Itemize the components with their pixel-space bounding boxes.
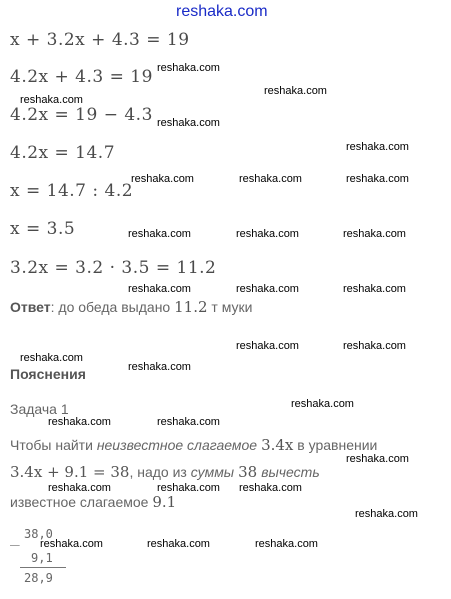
watermark: reshaka.com: [157, 62, 220, 74]
answer-value: 11.2: [174, 298, 208, 316]
equation-line-7: 3.2x = 3.2 · 3.5 = 11.2: [10, 258, 217, 278]
explanation-line-2: [10, 463, 320, 482]
watermark: reshaka.com: [40, 538, 103, 550]
explanation-line-1: [10, 436, 377, 455]
watermark: reshaka.com: [343, 340, 406, 352]
explanation-value: 38: [238, 463, 258, 481]
watermark: reshaka.com: [131, 173, 194, 185]
answer-unit: т муки: [207, 299, 253, 315]
explanation-text: известное слагаемое: [10, 494, 153, 510]
watermark: reshaka.com: [343, 228, 406, 240]
explanation-text: Чтобы найти: [10, 437, 97, 453]
equation-line-1: x + 3.2x + 4.3 = 19: [10, 30, 190, 50]
watermark: reshaka.com: [147, 538, 210, 550]
watermark: reshaka.com: [20, 94, 83, 106]
watermark: reshaka.com: [239, 482, 302, 494]
explanation-value: 3.4x: [261, 436, 294, 454]
explanation-value: 9.1: [152, 493, 177, 511]
explanation-equation: 3.4x + 9.1 = 38: [10, 463, 130, 481]
watermark: reshaka.com: [157, 416, 220, 428]
equation-line-5: x = 14.7 : 4.2: [10, 181, 134, 201]
site-header-link[interactable]: reshaka.com: [176, 3, 268, 20]
explanation-term: неизвестное слагаемое: [96, 437, 258, 453]
column-minuend: 38,0: [24, 527, 53, 541]
explanation-line-3: [10, 493, 176, 512]
watermark: reshaka.com: [291, 398, 354, 410]
column-result: 28,9: [24, 571, 53, 585]
watermark: reshaka.com: [157, 482, 220, 494]
minus-sign: _: [10, 527, 20, 546]
equation-line-6: x = 3.5: [10, 219, 76, 239]
watermark: reshaka.com: [239, 173, 302, 185]
watermark: reshaka.com: [236, 340, 299, 352]
watermark: reshaka.com: [255, 538, 318, 550]
column-rule: [20, 567, 66, 568]
column-subtrahend: 9,1: [31, 551, 53, 565]
watermark: reshaka.com: [343, 283, 406, 295]
watermark: reshaka.com: [128, 283, 191, 295]
explanation-term: вычесть: [261, 464, 320, 480]
equation-line-4: 4.2x = 14.7: [10, 143, 116, 163]
equation-line-2: 4.2x + 4.3 = 19: [10, 67, 153, 87]
watermark: reshaka.com: [157, 117, 220, 129]
watermark: reshaka.com: [355, 508, 418, 520]
watermark: reshaka.com: [346, 173, 409, 185]
watermark: reshaka.com: [48, 416, 111, 428]
equation-line-3: 4.2x = 19 − 4.3: [10, 105, 153, 125]
watermark: reshaka.com: [128, 361, 191, 373]
watermark: reshaka.com: [236, 228, 299, 240]
watermark: reshaka.com: [346, 141, 409, 153]
explanation-term: суммы: [190, 464, 235, 480]
answer-text: : до обеда выдано: [50, 299, 175, 315]
watermark: reshaka.com: [128, 228, 191, 240]
watermark: reshaka.com: [20, 352, 83, 364]
explanation-text: в уравнении: [293, 437, 378, 453]
answer-line: [10, 298, 252, 317]
task-title: Задача 1: [10, 401, 69, 417]
answer-label: Ответ: [10, 299, 51, 315]
watermark: reshaka.com: [48, 482, 111, 494]
watermark: reshaka.com: [346, 453, 409, 465]
watermark: reshaka.com: [264, 85, 327, 97]
explanations-heading: Пояснения: [10, 366, 86, 382]
explanation-text: , надо из: [129, 464, 191, 480]
watermark: reshaka.com: [236, 283, 299, 295]
